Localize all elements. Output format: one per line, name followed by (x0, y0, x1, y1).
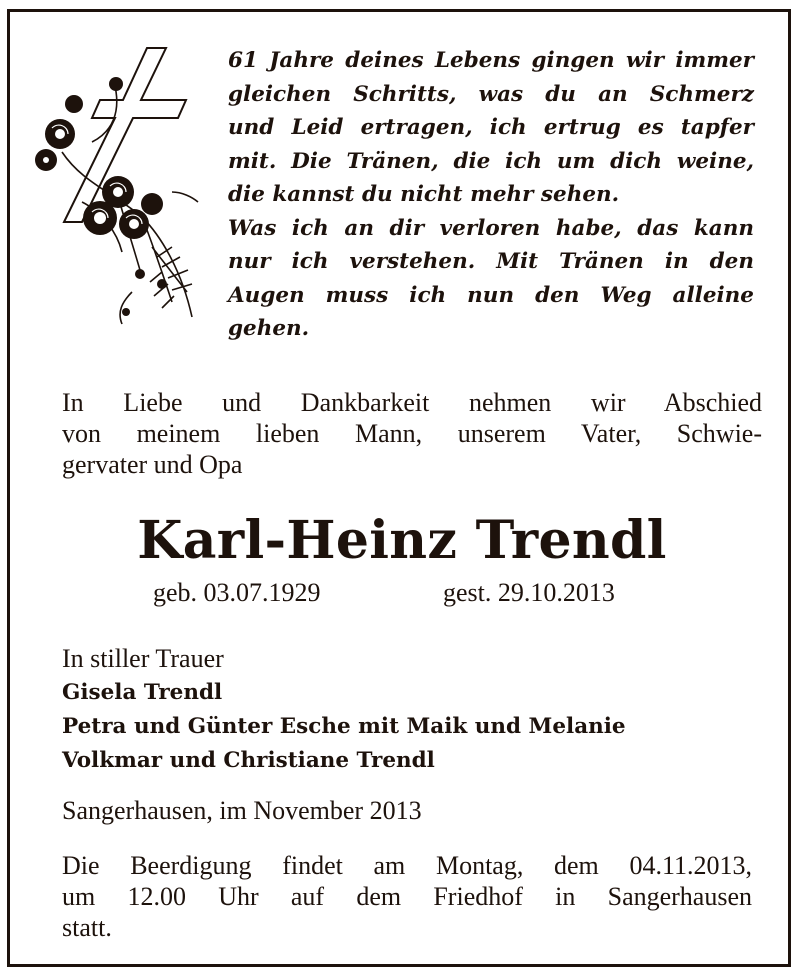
poem-line: Augen muss ich nun den Weg alleine (228, 282, 754, 308)
poem-line: mit. Die Tränen, die ich um dich weine, (228, 148, 754, 174)
intro-line: von meinem lieben Mann, unserem Vater, Schwie- (62, 419, 762, 448)
deceased-name: Karl-Heinz Trendl (137, 510, 667, 571)
poem-line: Was ich an dir verloren habe, das kann (228, 215, 754, 241)
poem-line: gleichen Schritts, was du an Schmerz (228, 81, 754, 107)
funeral-line: um 12.00 Uhr auf dem Friedhof in Sangerhausen (62, 882, 752, 911)
farewell-intro (62, 387, 762, 480)
mourner-name: Volkmar und Christiane Trendl (62, 748, 435, 773)
funeral-line: Die Beerdigung findet am Montag, dem 04.11.2013, (62, 851, 752, 880)
place-and-date: Sangerhausen, im November 2013 (62, 796, 422, 825)
poem-line: nur ich verstehen. Mit Tränen in den (228, 249, 754, 274)
poem-line: 61 Jahre deines Lebens gingen wir immer (228, 48, 754, 73)
funeral-info (62, 850, 752, 943)
poem-line: die kannst du nicht mehr sehen. (228, 182, 620, 207)
intro-line: gervater und Opa (62, 450, 243, 479)
poem-line: gehen. (228, 316, 310, 341)
cross-with-roses-icon (22, 42, 202, 332)
intro-line: In Liebe und Dankbarkeit nehmen wir Abschied (62, 388, 762, 417)
funeral-line: statt. (62, 913, 112, 942)
mourners-block (62, 642, 762, 778)
obituary-notice (7, 9, 791, 967)
birth-date: geb. 03.07.1929 (153, 578, 321, 607)
memorial-poem (228, 44, 754, 346)
mourner-name: Gisela Trendl (62, 680, 223, 705)
poem-line: und Leid ertragen, ich ertrug es tapfer (228, 115, 754, 140)
mourner-name: Petra und Günter Esche mit Maik und Melanie (62, 714, 626, 739)
death-date: gest. 29.10.2013 (443, 578, 615, 607)
mourners-heading: In stiller Trauer (62, 644, 224, 673)
